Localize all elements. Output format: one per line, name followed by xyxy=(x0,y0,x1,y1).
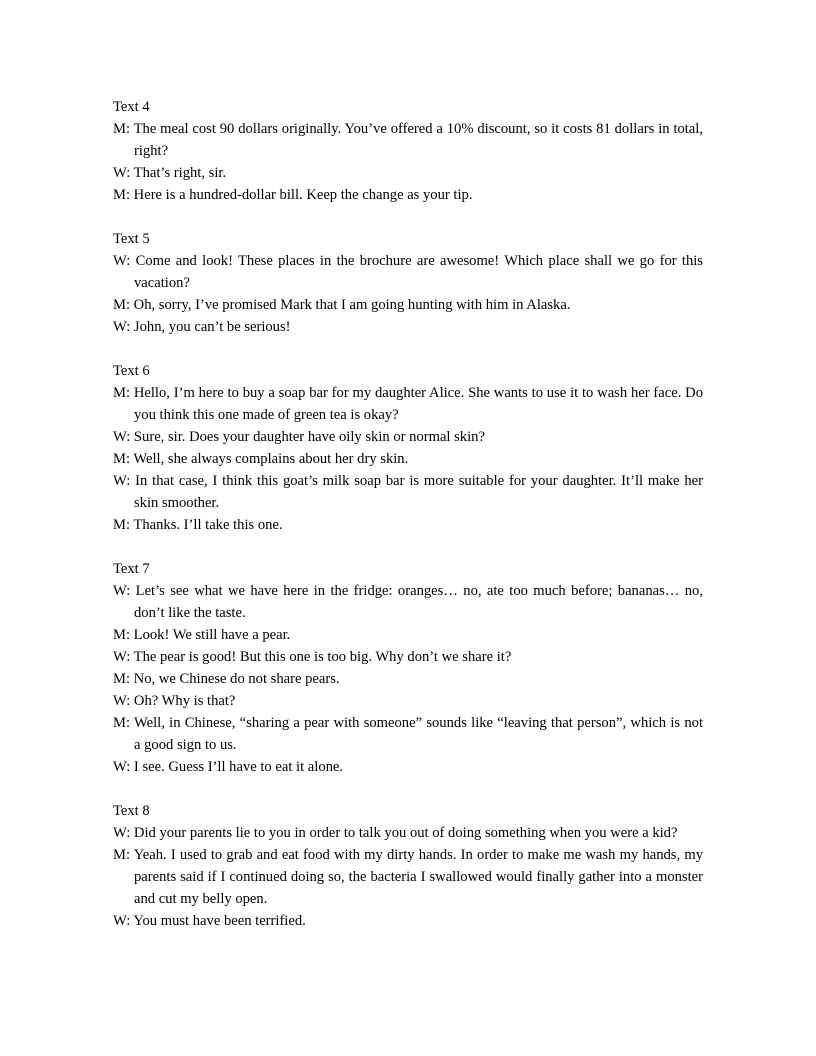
transcript-body xyxy=(113,96,703,954)
dialogue-line: M: Thanks. I’ll take this one. xyxy=(113,517,283,533)
dialogue-line: M: Look! We still have a pear. xyxy=(113,627,291,643)
dialogue-line: M: Hello, I’m here to buy a soap bar for my daughter Alice. She wants to use it to wash her face. Do you think this one made of green tea is okay? xyxy=(113,385,703,423)
dialogue-line: W: That’s right, sir. xyxy=(113,165,227,181)
dialogue-line: W: You must have been terrified. xyxy=(113,913,306,929)
dialogue-line: W: I see. Guess I’ll have to eat it alone. xyxy=(113,759,344,775)
dialogue-line: M: Here is a hundred-dollar bill. Keep the change as your tip. xyxy=(113,187,473,203)
dialogue-line: M: Yeah. I used to grab and eat food with my dirty hands. In order to make me wash my hands, my parents said if I continued doing so, the bacteria I swallowed would finally gather into a monster and cut my belly open. xyxy=(113,847,703,907)
dialogue-line: W: John, you can’t be serious! xyxy=(113,319,291,335)
section-title: Text 7 xyxy=(113,561,150,577)
text-section xyxy=(113,800,703,932)
dialogue-line: M: Well, in Chinese, “sharing a pear with someone” sounds like “leaving that person”, which is not a good sign to us. xyxy=(113,715,703,753)
dialogue-line: W: In that case, I think this goat’s milk soap bar is more suitable for your daughter. It’ll make her skin smoother. xyxy=(113,473,703,511)
text-section xyxy=(113,558,703,778)
section-title: Text 4 xyxy=(113,99,150,115)
dialogue-line: W: The pear is good! But this one is too big. Why don’t we share it? xyxy=(113,649,512,665)
section-title: Text 5 xyxy=(113,231,150,247)
dialogue-line: W: Let’s see what we have here in the fridge: oranges… no, ate too much before; bananas… no, don’t like the taste. xyxy=(113,583,703,621)
dialogue-line: W: Oh? Why is that? xyxy=(113,693,236,709)
dialogue-line: M: No, we Chinese do not share pears. xyxy=(113,671,340,687)
text-section xyxy=(113,96,703,206)
dialogue-line: M: The meal cost 90 dollars originally. You’ve offered a 10% discount, so it costs 81 dollars in total, right? xyxy=(113,121,703,159)
dialogue-line: W: Sure, sir. Does your daughter have oily skin or normal skin? xyxy=(113,429,485,445)
dialogue-line: M: Oh, sorry, I’ve promised Mark that I am going hunting with him in Alaska. xyxy=(113,297,571,313)
text-section xyxy=(113,228,703,338)
dialogue-line: W: Did your parents lie to you in order to talk you out of doing something when you were a kid? xyxy=(113,825,678,841)
dialogue-line: W: Come and look! These places in the brochure are awesome! Which place shall we go for this vacation? xyxy=(113,253,703,291)
dialogue-line: M: Well, she always complains about her dry skin. xyxy=(113,451,409,467)
text-section xyxy=(113,360,703,536)
section-title: Text 8 xyxy=(113,803,150,819)
section-title: Text 6 xyxy=(113,363,150,379)
